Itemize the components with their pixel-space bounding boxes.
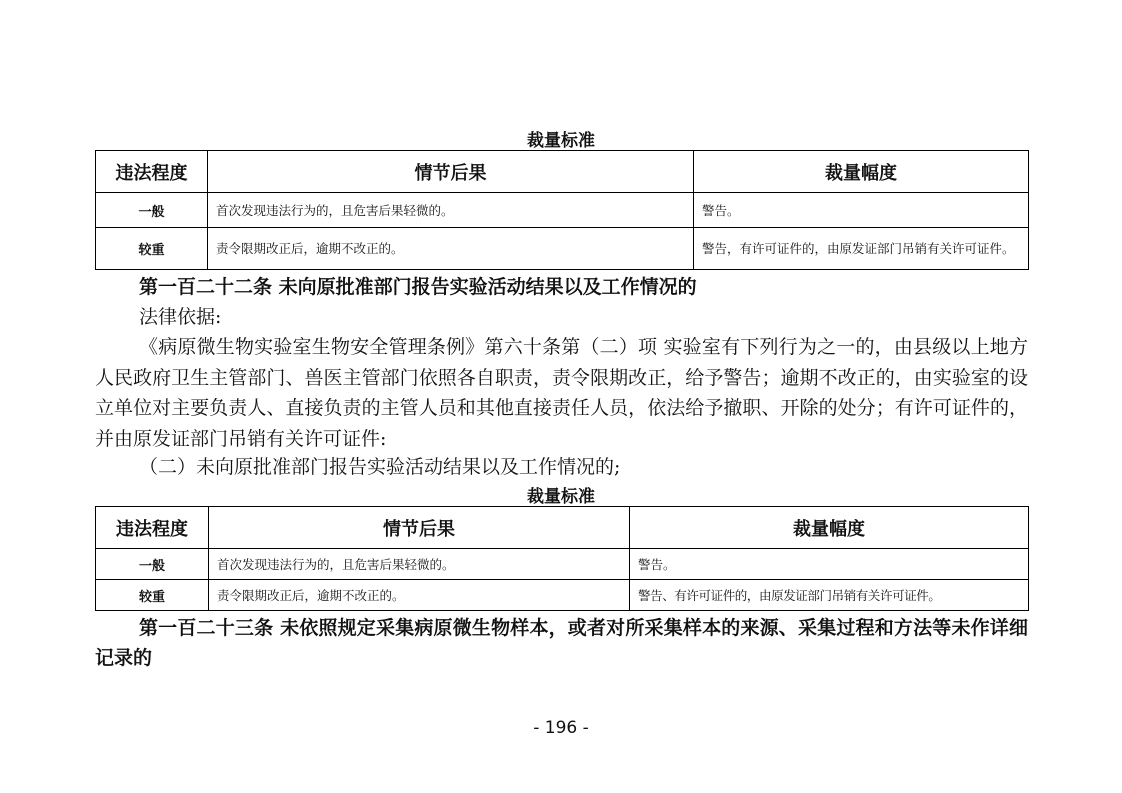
header-circumstance: 情节后果 <box>209 507 630 549</box>
table-caption: 裁量标准 <box>527 487 595 507</box>
circumstance-cell: 首次发现违法行为的，且危害后果轻微的。 <box>209 549 630 580</box>
header-violation-degree: 违法程度 <box>96 507 209 549</box>
header-circumstance: 情节后果 <box>208 151 694 193</box>
table-row <box>96 580 1029 611</box>
level-cell: 较重 <box>96 228 208 270</box>
discretion-table-1 <box>95 150 1029 270</box>
circumstance-cell: 责令限期改正后，逾期不改正的。 <box>209 580 630 611</box>
table-row <box>96 193 1029 228</box>
legal-basis-label: 法律依据: <box>139 306 222 328</box>
table-caption: 裁量标准 <box>527 131 595 151</box>
penalty-cell: 警告。 <box>630 549 1029 580</box>
legal-basis-text: 《病原微生物实验室生物安全管理条例》第六十条第（二）项 实验室有下列行为之一的，由县级以上地方人民政府卫生主管部门、兽医主管部门依照各自职责，责令限期改正，给予警告；逾期不改正的，由实验室的设立单位对主要负责人、直接负责的主管人员和其他直接责任人员，依法给予撤职、开除的处分；有许可证件的，并由原发证部门吊销有关许可证件: <box>95 336 1028 450</box>
penalty-cell: 警告、有许可证件的，由原发证部门吊销有关许可证件。 <box>630 580 1029 611</box>
header-penalty-range: 裁量幅度 <box>694 151 1029 193</box>
level-cell: 一般 <box>96 193 208 228</box>
circumstance-cell: 责令限期改正后，逾期不改正的。 <box>208 228 694 270</box>
article-item: （二）未向原批准部门报告实验活动结果以及工作情况的; <box>139 456 621 478</box>
penalty-cell: 警告，有许可证件的，由原发证部门吊销有关许可证件。 <box>694 228 1029 270</box>
header-penalty-range: 裁量幅度 <box>630 507 1029 549</box>
discretion-table-2 <box>95 506 1029 611</box>
level-cell: 较重 <box>96 580 209 611</box>
table-header-row <box>96 151 1029 193</box>
level-cell: 一般 <box>96 549 209 580</box>
table-row <box>96 228 1029 270</box>
table-row <box>96 549 1029 580</box>
penalty-cell: 警告。 <box>694 193 1029 228</box>
header-violation-degree: 违法程度 <box>96 151 208 193</box>
article-122-title: 第一百二十二条 未向原批准部门报告实验活动结果以及工作情况的 <box>139 276 697 298</box>
circumstance-cell: 首次发现违法行为的，且危害后果轻微的。 <box>208 193 694 228</box>
article-123-title: 第一百二十三条 未依照规定采集病原微生物样本，或者对所采集样本的来源、采集过程和方法等未作详细记录的 <box>95 617 1028 669</box>
table-header-row <box>96 507 1029 549</box>
page-number: - 196 - <box>533 718 589 738</box>
